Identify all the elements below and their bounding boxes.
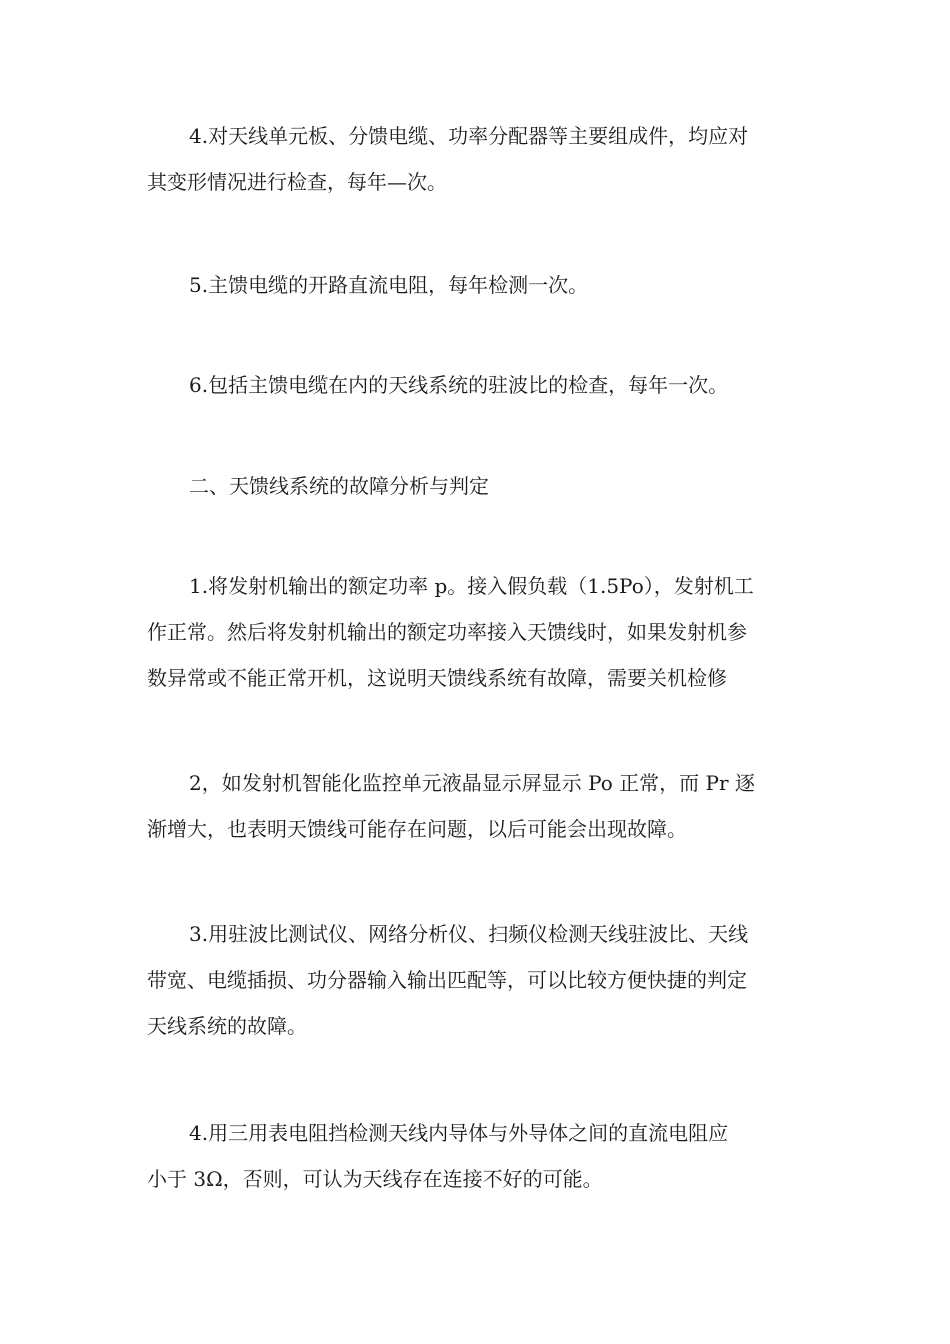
- section-heading: 二、天馈线系统的故障分析与判定: [189, 474, 489, 498]
- text-line: 渐增大，也表明天馈线可能存在问题，以后可能会出现故障。: [147, 817, 687, 841]
- text-line: 作正常。然后将发射机输出的额定功率接入天馈线时，如果发射机参: [147, 620, 747, 644]
- paragraph-antenna-inspection: [147, 113, 812, 205]
- paragraph-vswr-check: [147, 362, 812, 408]
- text-line: 6.包括主馈电缆在内的天线系统的驻波比的检查，每年一次。: [189, 373, 729, 397]
- text-line: 1.将发射机输出的额定功率 p。接入假负载（1.5Po），发射机工: [189, 574, 754, 598]
- text-line: 3.用驻波比测试仪、网络分析仪、扫频仪检测天线驻波比、天线: [189, 922, 749, 946]
- paragraph-instrument-test: [147, 911, 812, 1049]
- paragraph-dummy-load: [147, 563, 812, 701]
- text-line: 5.主馈电缆的开路直流电阻，每年检测一次。: [189, 273, 589, 297]
- paragraph-monitor-display: [147, 760, 812, 852]
- text-line: 4.对天线单元板、分馈电缆、功率分配器等主要组成件，均应对: [189, 124, 749, 148]
- text-line: 小于 3Ω，否则，可认为天线存在连接不好的可能。: [147, 1167, 603, 1191]
- text-line: 天线系统的故障。: [147, 1014, 307, 1038]
- paragraph-feeder-resistance: [147, 262, 812, 308]
- text-line: 带宽、电缆插损、功分器输入输出匹配等，可以比较方便快捷的判定: [147, 968, 747, 992]
- text-line: 其变形情况进行检查，每年—次。: [147, 170, 447, 194]
- text-line: 4.用三用表电阻挡检测天线内导体与外导体之间的直流电阻应: [189, 1121, 729, 1145]
- text-line: 数异常或不能正常开机，这说明天馈线系统有故障，需要关机检修: [147, 666, 727, 690]
- paragraph-ohmmeter: [147, 1110, 812, 1202]
- text-line: 2，如发射机智能化监控单元液晶显示屏显示 Po 正常，而 Pr 逐: [189, 771, 755, 795]
